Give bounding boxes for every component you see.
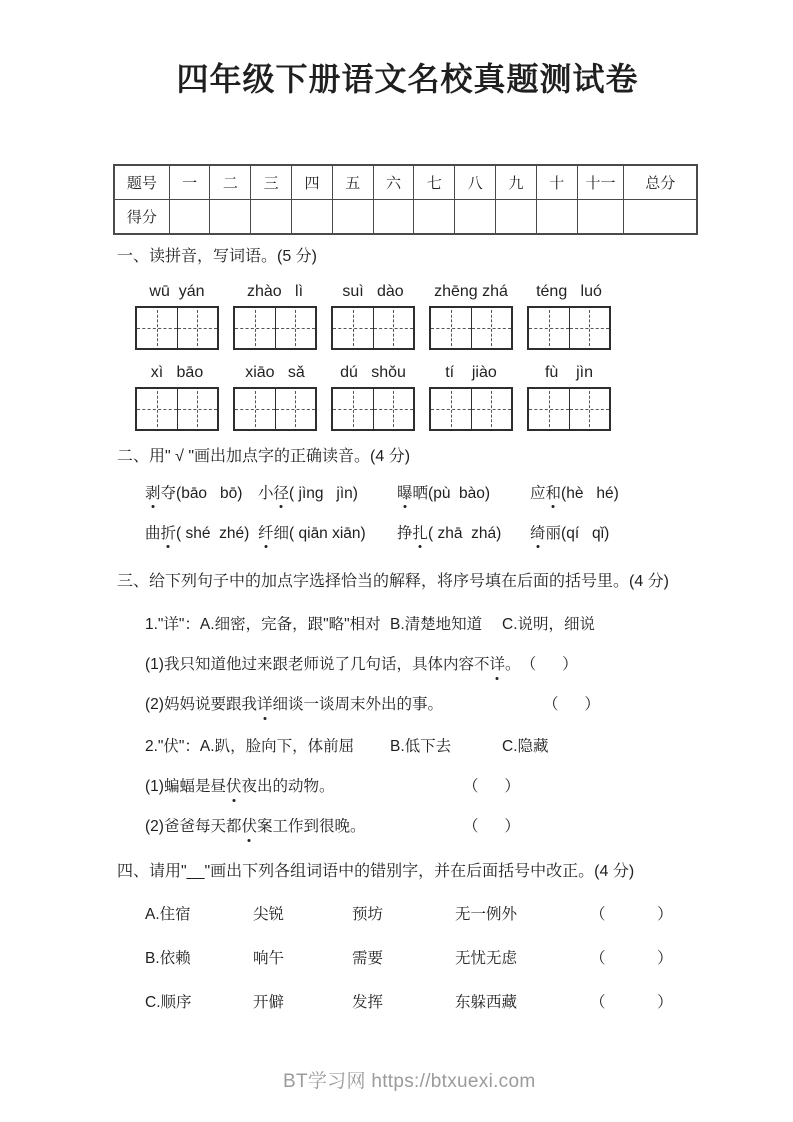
score-col-header: 九	[496, 165, 537, 200]
score-cell-empty	[373, 200, 414, 235]
word-dotted-char: 纤	[258, 525, 274, 542]
sentence-dotted-char: 伏	[241, 816, 257, 838]
tianzige-grid	[527, 387, 611, 431]
word-post: 夺	[160, 485, 177, 502]
word: 需要	[352, 950, 384, 967]
pinyin-label: fù jìn	[544, 364, 594, 381]
word-dotted-char: 折	[160, 525, 177, 542]
score-table-header-row	[114, 165, 697, 200]
score-cell-empty	[292, 200, 333, 235]
word: 尖锐	[253, 906, 285, 923]
pinyin-row-1	[135, 282, 698, 302]
word-pre: 应	[530, 485, 546, 502]
sentence-post: 案工作到很晚。	[256, 818, 366, 835]
sentence-pre: (2)爸爸每天都	[145, 818, 242, 835]
word-group-label: B.依赖	[145, 950, 191, 967]
score-cell-empty	[624, 200, 697, 235]
sentence-dotted-char: 详	[257, 694, 273, 716]
word-dotted-char: 绮	[530, 525, 546, 542]
score-col-header: 总分	[624, 165, 697, 200]
section2-heading: 二、用" √ "画出加点字的正确读音。(4 分)	[117, 448, 411, 465]
tianzige-grid	[331, 306, 415, 350]
pinyin-label: téng luó	[536, 283, 602, 300]
word-pre: 小	[258, 485, 274, 502]
score-col-header: 六	[373, 165, 414, 200]
word: 发挥	[352, 994, 384, 1011]
pinyin-options: (qí qǐ)	[561, 525, 610, 542]
word: 响午	[253, 950, 285, 967]
tianzige-grid	[135, 387, 219, 431]
pinyin-options: ( qiān xiān)	[289, 525, 366, 542]
pinyin-options: (bāo bō)	[176, 485, 243, 502]
writing-grid-row-2	[135, 387, 698, 431]
word-pre: 挣	[397, 525, 413, 542]
score-cell-empty	[332, 200, 373, 235]
sentence-dotted-char: 伏	[226, 776, 242, 798]
definition-line-1	[145, 614, 698, 636]
score-cell-empty	[210, 200, 251, 235]
pinyin-label: dú shǒu	[340, 364, 406, 381]
score-cell-empty	[251, 200, 292, 235]
word-group-label: A.住宿	[145, 906, 191, 923]
word-reading-item	[397, 483, 530, 504]
word-group-label: C.顺序	[145, 994, 192, 1011]
score-col-header: 十	[536, 165, 577, 200]
word: 开僻	[253, 994, 285, 1011]
word-pre: 曲	[145, 525, 161, 542]
word-group-row	[145, 992, 698, 1014]
pinyin-label: tí jiào	[445, 364, 497, 381]
sentence-dotted-char: 详	[489, 654, 505, 676]
answer-bracket: （ ）	[543, 696, 600, 713]
word-post: 细	[273, 525, 290, 542]
pinyin-label: zhào lì	[246, 283, 304, 300]
section1-heading: 一、读拼音，写词语。(5 分)	[117, 248, 318, 265]
sentence-pre: (2)妈妈说要跟我	[145, 696, 257, 713]
score-col-header: 八	[455, 165, 496, 200]
word-dotted-char: 剥	[145, 485, 161, 502]
score-table-score-row	[114, 200, 697, 235]
word: 预坊	[352, 906, 384, 923]
pinyin-options: (hè hé)	[561, 485, 619, 502]
tianzige-grid	[527, 306, 611, 350]
word-reading-item	[145, 483, 258, 504]
score-col-header: 二	[210, 165, 251, 200]
score-cell-empty	[496, 200, 537, 235]
score-cell-empty	[414, 200, 455, 235]
tianzige-grid	[135, 306, 219, 350]
pinyin-label: xiāo sǎ	[245, 364, 305, 381]
sentence	[145, 694, 698, 716]
word-reading-item	[530, 523, 698, 544]
word-reading-item	[397, 523, 530, 544]
word-reading-item	[145, 523, 258, 544]
score-col-header: 四	[292, 165, 333, 200]
definition-c: C.隐藏	[502, 738, 549, 755]
pronunciation-items	[145, 483, 698, 544]
definition-c: C.说明，细说	[502, 616, 596, 633]
definition-a: 2."伏"：A.趴，脸向下，体前屈	[145, 738, 355, 755]
word: 无一例外	[455, 906, 518, 923]
answer-bracket: （ ）	[463, 778, 520, 795]
tianzige-grid	[429, 387, 513, 431]
tianzige-grid	[331, 387, 415, 431]
pinyin-options: ( jìng jìn)	[289, 485, 358, 502]
sentence	[145, 654, 698, 676]
word-post: 丽	[545, 525, 562, 542]
score-col-header: 十一	[577, 165, 624, 200]
definition-b: B.清楚地知道	[390, 616, 483, 633]
score-cell-empty	[455, 200, 496, 235]
tianzige-grid	[233, 306, 317, 350]
watermark-footer: BT学习网 https://btxuexi.com	[283, 1071, 536, 1092]
sentence-pre: (1)我只知道他过来跟老师说了几句话，具体内容不	[145, 656, 490, 673]
score-table-corner: 题号	[114, 165, 169, 200]
score-table	[113, 164, 698, 235]
word: 东躲西藏	[455, 994, 518, 1011]
answer-bracket: （ ）	[528, 656, 578, 673]
pinyin-row-2	[135, 363, 698, 383]
answer-bracket: （ ）	[463, 818, 520, 835]
score-row-label: 得分	[114, 200, 169, 235]
pinyin-label: zhēng zhá	[434, 283, 508, 300]
tianzige-grid	[429, 306, 513, 350]
score-cell-empty	[536, 200, 577, 235]
score-col-header: 一	[169, 165, 210, 200]
definition-b: B.低下去	[390, 738, 452, 755]
writing-grid-row-1	[135, 306, 698, 350]
word-group-row	[145, 904, 698, 926]
score-col-header: 五	[332, 165, 373, 200]
answer-bracket: （ ）	[590, 906, 673, 923]
pinyin-label: wū yán	[149, 283, 205, 300]
pinyin-options: (pù bào)	[428, 485, 491, 502]
word-dotted-char: 径	[273, 485, 290, 502]
answer-bracket: （ ）	[590, 994, 673, 1011]
word-group-row	[145, 948, 698, 970]
sentence	[145, 816, 698, 838]
pinyin-label: xì bāo	[150, 364, 204, 381]
word: 无忧无虑	[455, 950, 518, 967]
sentence-post: 细谈一谈周末外出的事。	[272, 696, 443, 713]
word-reading-item	[530, 483, 698, 504]
tianzige-grid	[233, 387, 317, 431]
word-dotted-char: 和	[545, 485, 562, 502]
word-post: 晒	[412, 485, 429, 502]
word-reading-item	[258, 523, 397, 544]
word-dotted-char: 扎	[412, 525, 429, 542]
definition-line-2	[145, 736, 698, 758]
sentence	[145, 776, 698, 798]
definition-a: 1."详"：A.细密，完备，跟"略"相对	[145, 616, 381, 633]
section3-heading: 三、给下列句子中的加点字选择恰当的解释，将序号填在后面的括号里。(4 分)	[117, 573, 670, 590]
page-title: 四年级下册语文名校真题测试卷	[176, 61, 639, 97]
word-reading-item	[258, 483, 397, 504]
sentence-post: 夜出的动物。	[241, 778, 335, 795]
word-dotted-char: 曝	[397, 485, 413, 502]
score-cell-empty	[169, 200, 210, 235]
sentence-pre: (1)蝙蝠是昼	[145, 778, 226, 795]
score-col-header: 七	[414, 165, 455, 200]
sentence-post: 。	[504, 656, 521, 673]
pinyin-options: ( zhā zhá)	[428, 525, 502, 542]
pinyin-label: suì dào	[342, 283, 404, 300]
score-cell-empty	[577, 200, 624, 235]
answer-bracket: （ ）	[590, 950, 673, 967]
section4-heading: 四、请用"__"画出下列各组词语中的错别字，并在后面括号中改正。(4 分)	[117, 863, 635, 880]
pinyin-options: ( shé zhé)	[176, 525, 250, 542]
score-col-header: 三	[251, 165, 292, 200]
